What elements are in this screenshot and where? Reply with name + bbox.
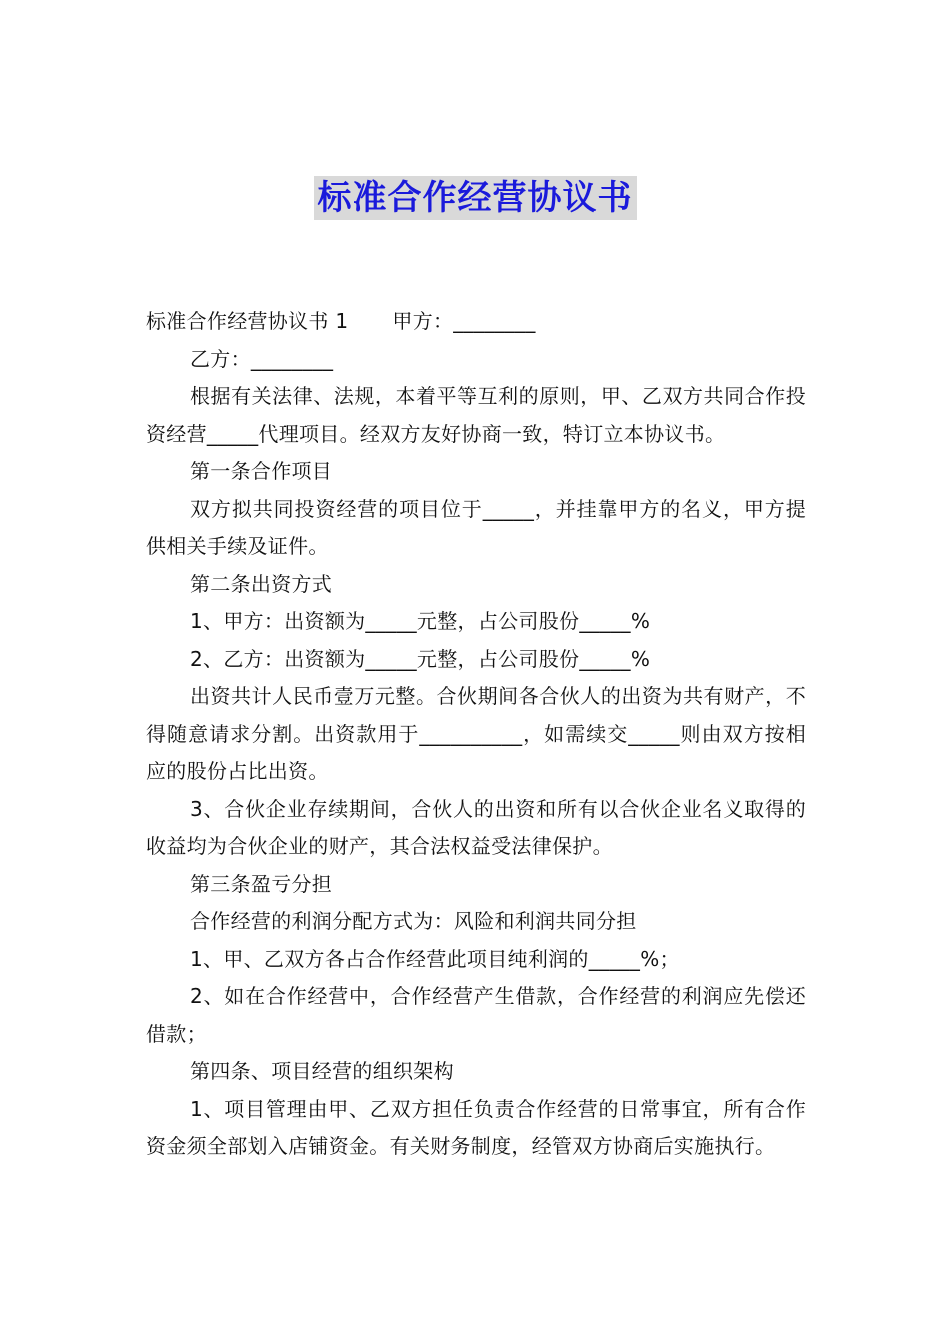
article-1-paragraph: 双方拟共同投资经营的项目位于_____，并挂靠甲方的名义，甲方提供相关手续及证件。 <box>146 496 806 558</box>
article-2-paragraph: 出资共计人民币壹万元整。合伙期间各合伙人的出资为共有财产，不得随意请求分割。出资款用于__________，如需续交_____则由双方按相应的股份占比出资。 <box>146 684 806 783</box>
article-4-heading: 第四条、项目经营的组织架构 <box>190 1059 454 1083</box>
article-2-item-2: 2、乙方：出资额为_____元整，占公司股份_____% <box>190 646 651 671</box>
article-3-paragraph: 合作经营的利润分配方式为：风险和利润共同分担 <box>190 909 637 933</box>
article-2-heading: 第二条出资方式 <box>190 571 333 596</box>
article-2-item-1: 1、甲方：出资额为_____元整，占公司股份_____% <box>190 609 651 633</box>
party-a-line: 甲方：________ <box>392 309 536 333</box>
heading-line <box>146 303 806 341</box>
article-3-item-1: 1、甲、乙双方各占合作经营此项目纯利润的_____%； <box>190 946 680 971</box>
article-2-item-3: 3、合伙企业存续期间，合伙人的出资和所有以合伙企业名义取得的收益均为合伙企业的财产，其合法权益受法律保护。 <box>146 796 806 858</box>
title-container <box>0 176 950 220</box>
article-3-item-2: 2、如在合作经营中，合作经营产生借款，合作经营的利润应先偿还借款； <box>146 984 806 1046</box>
document-subtitle: 标准合作经营协议书 1 <box>146 309 349 333</box>
preamble-paragraph: 根据有关法律、法规，本着平等互利的原则，甲、乙双方共同合作投资经营_____代理项目。经双方友好协商一致，特订立本协议书。 <box>146 384 806 446</box>
document-title: 标准合作经营协议书 <box>314 176 637 220</box>
document-body <box>146 303 806 1166</box>
article-1-heading: 第一条合作项目 <box>190 459 333 483</box>
article-4-item-1: 1、项目管理由甲、乙双方担任负责合作经营的日常事宜，所有合作资金须全部划入店铺资金。有关财务制度，经管双方协商后实施执行。 <box>146 1096 806 1158</box>
article-3-heading: 第三条盈亏分担 <box>190 871 333 896</box>
party-b-line: 乙方：________ <box>190 346 334 371</box>
